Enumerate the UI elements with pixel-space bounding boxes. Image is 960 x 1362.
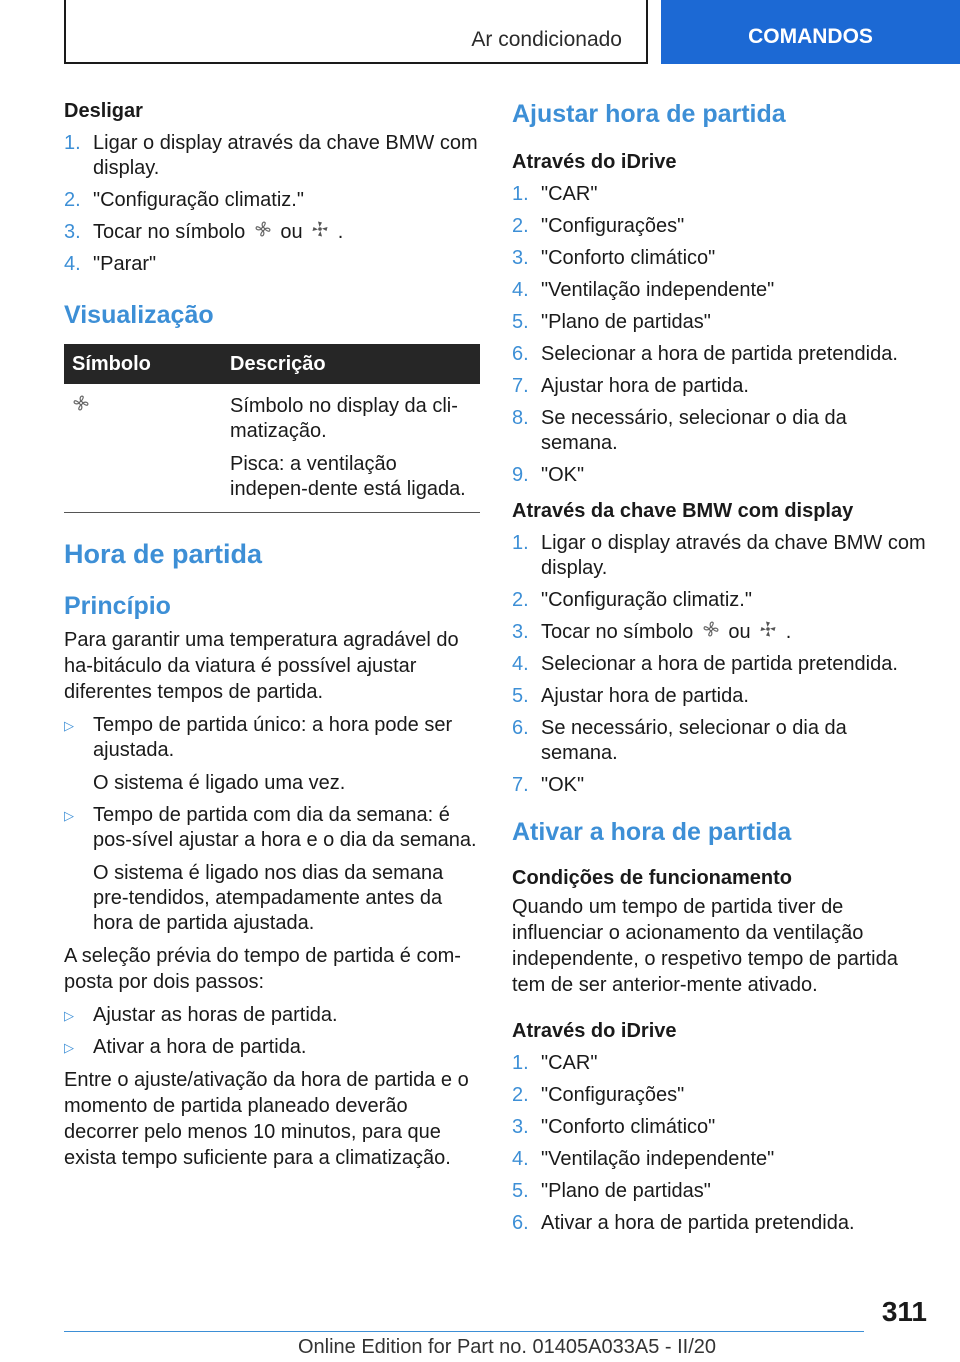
step-text: "Ventilação independente" <box>541 279 775 301</box>
step-number: 4. <box>512 653 529 676</box>
step-text: "Configurações" <box>541 215 685 237</box>
step-text: "OK" <box>541 774 585 797</box>
list-item <box>64 131 480 181</box>
step-text: "Configuração climatiz." <box>93 189 304 211</box>
step-number: 2. <box>512 215 529 237</box>
step-number: 4. <box>512 279 529 301</box>
list-item <box>512 1115 928 1140</box>
list-item <box>512 1147 928 1172</box>
ativar-idrive-steps <box>512 1051 928 1236</box>
description-text: Símbolo no display da cli-matização. <box>230 395 458 443</box>
list-item <box>64 713 480 796</box>
idrive-title: Através do iDrive <box>512 1020 677 1043</box>
list-item <box>512 716 928 766</box>
list-item <box>64 1035 480 1060</box>
step-text: . <box>785 621 792 643</box>
footer-edition: Online Edition for Part no. 01405A033A5 - II/20 <box>297 1336 717 1358</box>
step-text: Ligar o display através da chave BMW com display. <box>93 132 478 179</box>
list-item <box>512 684 928 709</box>
principio-title: Princípio <box>64 592 171 621</box>
triangle-bullet-icon: ▷ <box>64 1008 74 1024</box>
step-number: 3. <box>512 621 529 643</box>
desligar-steps <box>64 131 480 277</box>
step-number: 5. <box>512 311 529 333</box>
step-number: 2. <box>512 589 529 611</box>
chave-title: Através da chave BMW com display <box>512 500 854 522</box>
step-number: 1. <box>64 132 81 154</box>
visualizacao-title: Visualização <box>64 301 214 330</box>
principio-text: Para garantir uma temperatura agradável do ha-bitáculo da viatura é possível ajustar diferentes tempos de partida. <box>64 629 459 704</box>
step-number: 1. <box>512 183 529 205</box>
ajustar-idrive-steps <box>512 182 928 488</box>
list-item <box>512 310 928 335</box>
bullet-list <box>64 1003 480 1060</box>
triangle-bullet-icon: ▷ <box>64 1040 74 1056</box>
desligar-title: Desligar <box>64 100 143 122</box>
description-text: Pisca: a ventilação indepen-dente está ligada. <box>230 453 466 501</box>
list-item <box>512 652 928 677</box>
step-number: 8. <box>512 407 529 429</box>
footer-divider <box>64 1331 864 1332</box>
table-header: Símbolo <box>64 344 222 384</box>
list-item <box>512 406 928 456</box>
header-frame <box>64 0 648 64</box>
list-item <box>512 246 928 271</box>
ajustar-chave-steps <box>512 531 928 798</box>
table-row <box>64 384 480 513</box>
list-item <box>64 252 480 277</box>
step-number: 1. <box>512 532 529 554</box>
hora-de-partida-title: Hora de partida <box>64 539 263 570</box>
idrive-title: Através do iDrive <box>512 151 677 173</box>
step-text: Tocar no símbolo <box>541 621 694 643</box>
table-cell-description <box>222 384 480 513</box>
right-column <box>512 100 928 1243</box>
step-text: "Conforto climático" <box>541 247 716 269</box>
step-text: "CAR" <box>541 1052 598 1075</box>
list-item <box>64 803 480 936</box>
bullet-list <box>64 713 480 936</box>
step-text: "Parar" <box>93 253 157 276</box>
step-text: ou <box>728 621 751 643</box>
step-text: Se necessário, selecionar o dia da semana. <box>541 407 847 454</box>
condicoes-text: Quando um tempo de partida tiver de influenciar o acionamento da ventilação independente, o respetivo tempo de partida tem de ser anterior-mente ativado. <box>512 896 898 997</box>
step-text: ou <box>280 221 303 243</box>
step-number: 1. <box>512 1052 529 1075</box>
bullet-text: Tempo de partida com dia da semana: é pos-sível ajustar a hora e o dia da semana. <box>93 804 477 852</box>
step-text: "OK" <box>541 464 585 486</box>
fan-icon <box>699 620 723 645</box>
list-item <box>512 588 928 613</box>
left-column <box>64 100 480 1171</box>
step-number: 7. <box>512 375 529 397</box>
step-text: "Conforto climático" <box>541 1116 716 1139</box>
triangle-bullet-icon: ▷ <box>64 808 74 824</box>
section-title: Ar condicionado <box>471 28 622 51</box>
step-number: 5. <box>512 685 529 708</box>
step-text: Ligar o display através da chave BMW com display. <box>541 532 926 579</box>
step-number: 5. <box>512 1180 529 1203</box>
list-item <box>512 214 928 239</box>
bullet-subtext: O sistema é ligado nos dias da semana pre-tendidos, atempadamente antes da hora de partida ajustada. <box>93 862 444 935</box>
step-text: "Plano de partidas" <box>541 1180 711 1203</box>
list-item <box>512 1083 928 1108</box>
step-text: . <box>337 221 344 243</box>
bullet-text: Tempo de partida único: a hora pode ser ajustada. <box>93 714 453 762</box>
symbol-table <box>64 344 480 513</box>
fan-icon <box>72 395 90 417</box>
step-text: "Configurações" <box>541 1084 685 1107</box>
chapter-label: COMANDOS <box>748 25 873 48</box>
list-item <box>512 1179 928 1204</box>
step-number: 2. <box>512 1084 529 1107</box>
list-item <box>64 1003 480 1028</box>
step-number: 3. <box>512 247 529 269</box>
step-text: "Configuração climatiz." <box>541 589 752 611</box>
bullet-subtext: O sistema é ligado uma vez. <box>93 772 346 795</box>
list-item <box>512 773 928 798</box>
page-number: 311 <box>881 1296 927 1327</box>
outro-text: Entre o ajuste/ativação da hora de partida e o momento de partida planeado deverão decorrer pelo menos 10 minutos, para que exista tempo suficiente para a climatização. <box>64 1069 469 1170</box>
list-item <box>512 182 928 207</box>
chapter-tab <box>661 0 960 64</box>
list-item <box>512 1211 928 1236</box>
step-text: Tocar no símbolo <box>93 221 246 243</box>
ativar-title: Ativar a hora de partida <box>512 818 792 847</box>
table-header: Descrição <box>222 344 480 384</box>
condicoes-title: Condições de funcionamento <box>512 867 793 890</box>
step-text: Selecionar a hora de partida pretendida. <box>541 653 898 676</box>
list-item <box>512 620 928 645</box>
ajustar-title: Ajustar hora de partida <box>512 100 786 128</box>
fan-heat-icon <box>756 620 780 645</box>
step-number: 2. <box>64 189 81 211</box>
step-number: 3. <box>64 221 81 243</box>
step-number: 6. <box>512 1212 529 1235</box>
preselection-text: A seleção prévia do tempo de partida é com-posta por dois passos: <box>64 945 461 994</box>
table-cell-symbol <box>64 384 222 513</box>
list-item <box>512 278 928 303</box>
triangle-bullet-icon: ▷ <box>64 718 74 734</box>
step-text: Selecionar a hora de partida pretendida. <box>541 343 898 365</box>
list-item <box>512 374 928 399</box>
list-item <box>512 463 928 488</box>
step-text: "CAR" <box>541 183 598 205</box>
step-number: 9. <box>512 464 529 486</box>
fan-icon <box>251 220 275 245</box>
list-item <box>512 531 928 581</box>
list-item <box>64 188 480 213</box>
fan-heat-icon <box>308 220 332 245</box>
step-number: 7. <box>512 774 529 797</box>
bullet-text: Ajustar as horas de partida. <box>93 1004 338 1027</box>
step-text: Ajustar hora de partida. <box>541 375 749 397</box>
step-text: Ativar a hora de partida pretendida. <box>541 1212 855 1235</box>
step-number: 4. <box>512 1148 529 1171</box>
list-item <box>64 220 480 245</box>
step-number: 4. <box>64 253 81 276</box>
step-text: Ajustar hora de partida. <box>541 685 749 708</box>
step-number: 6. <box>512 343 529 365</box>
step-text: Se necessário, selecionar o dia da semana. <box>541 717 847 765</box>
step-text: "Ventilação independente" <box>541 1148 775 1171</box>
step-text: "Plano de partidas" <box>541 311 711 333</box>
list-item <box>512 1051 928 1076</box>
list-item <box>512 342 928 367</box>
step-number: 6. <box>512 717 529 740</box>
step-number: 3. <box>512 1116 529 1139</box>
bullet-text: Ativar a hora de partida. <box>93 1036 307 1059</box>
